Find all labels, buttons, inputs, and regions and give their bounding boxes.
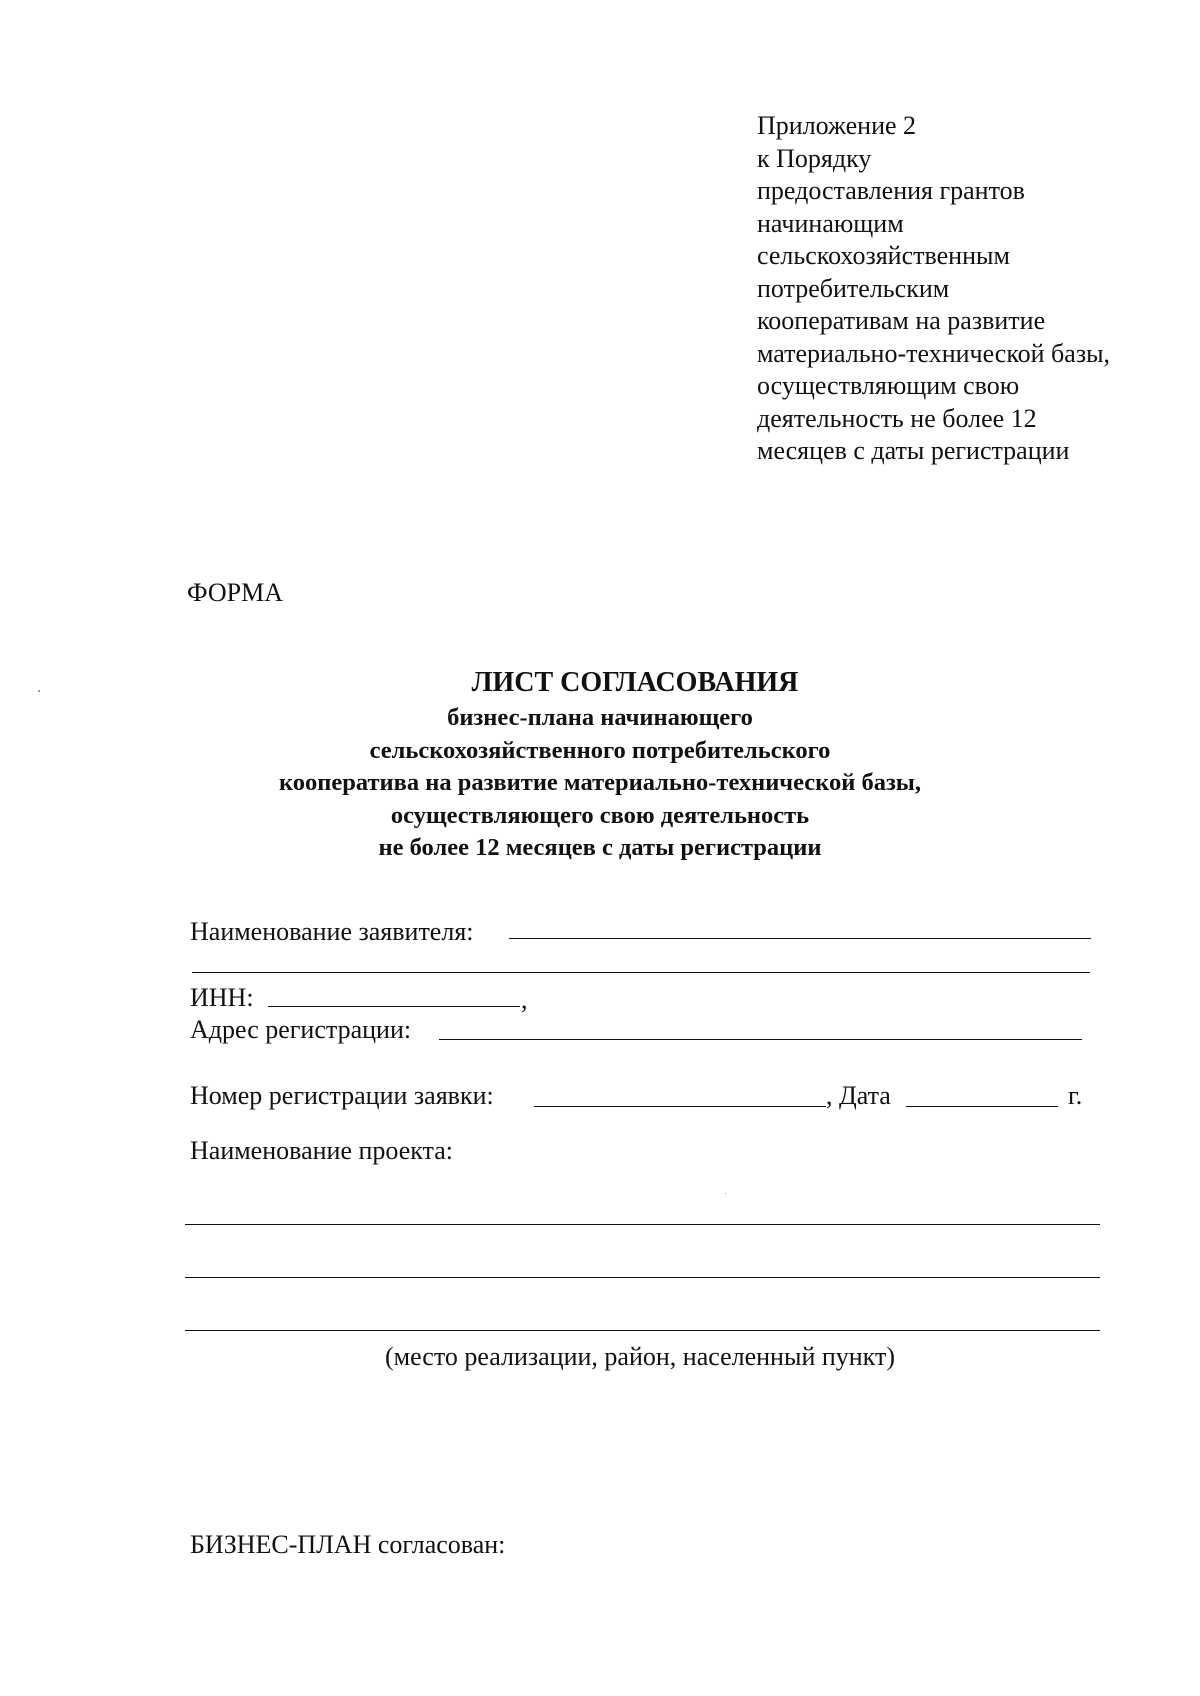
appendix-line: начинающим: [757, 208, 904, 238]
inn-suffix: ,: [521, 985, 528, 1014]
title-subtitle: [0, 702, 1200, 865]
title-sub-line: бизнес-плана начинающего: [447, 704, 753, 731]
scan-speck: [725, 1193, 726, 1194]
scan-speck: [38, 690, 40, 692]
business-plan-approved-label: БИЗНЕС-ПЛАН согласован:: [190, 1530, 506, 1559]
appendix-line: к Порядку: [757, 143, 872, 173]
application-number-label: Номер регистрации заявки:: [190, 1081, 494, 1110]
appendix-line: осуществляющим свою: [757, 371, 1020, 400]
appendix-line: кооперативам на развитие: [757, 306, 1046, 335]
project-name-field-line-2[interactable]: [185, 1277, 1100, 1278]
appendix-line: потребительским: [757, 273, 950, 303]
appendix-line: месяцев с даты регистрации: [757, 436, 1070, 465]
document-title: [0, 664, 1200, 865]
title-sub-line: кооператива на развитие материально-технической базы,: [278, 769, 922, 796]
applicant-name-field-continued[interactable]: [192, 972, 1090, 973]
project-location-hint: (место реализации, район, населенный пункт): [384, 1342, 895, 1371]
title-sub-line: осуществляющего свою деятельность: [390, 801, 810, 829]
title-sub-line: сельскохозяйственного потребительского: [369, 736, 831, 764]
project-name-label: Наименование проекта:: [190, 1136, 453, 1165]
inn-field[interactable]: [268, 1006, 520, 1007]
appendix-line: предоставления грантов: [757, 176, 1025, 205]
address-field[interactable]: [439, 1039, 1082, 1040]
applicant-name-label: Наименование заявителя:: [190, 917, 474, 946]
title-sub-line: не более 12 месяцев с даты регистрации: [378, 834, 822, 861]
applicant-name-field[interactable]: [509, 938, 1091, 939]
project-name-field-line-1[interactable]: [185, 1224, 1100, 1225]
appendix-block: [757, 110, 1110, 468]
year-suffix: г.: [1068, 1081, 1083, 1110]
application-number-field[interactable]: [534, 1106, 826, 1107]
date-label: , Дата: [826, 1081, 891, 1110]
appendix-line: сельскохозяйственным: [757, 241, 1010, 270]
date-field[interactable]: [906, 1106, 1058, 1107]
appendix-line: материально-технической базы,: [757, 338, 1111, 368]
inn-label: ИНН:: [190, 983, 254, 1012]
form-label: ФОРМА: [187, 578, 283, 607]
title-main: ЛИСТ СОГЛАСОВАНИЯ: [471, 667, 799, 698]
project-name-field-line-3[interactable]: [185, 1330, 1100, 1331]
appendix-line: Приложение 2: [757, 111, 917, 140]
appendix-line: деятельность не более 12: [757, 403, 1037, 433]
address-label: Адрес регистрации:: [190, 1015, 412, 1044]
